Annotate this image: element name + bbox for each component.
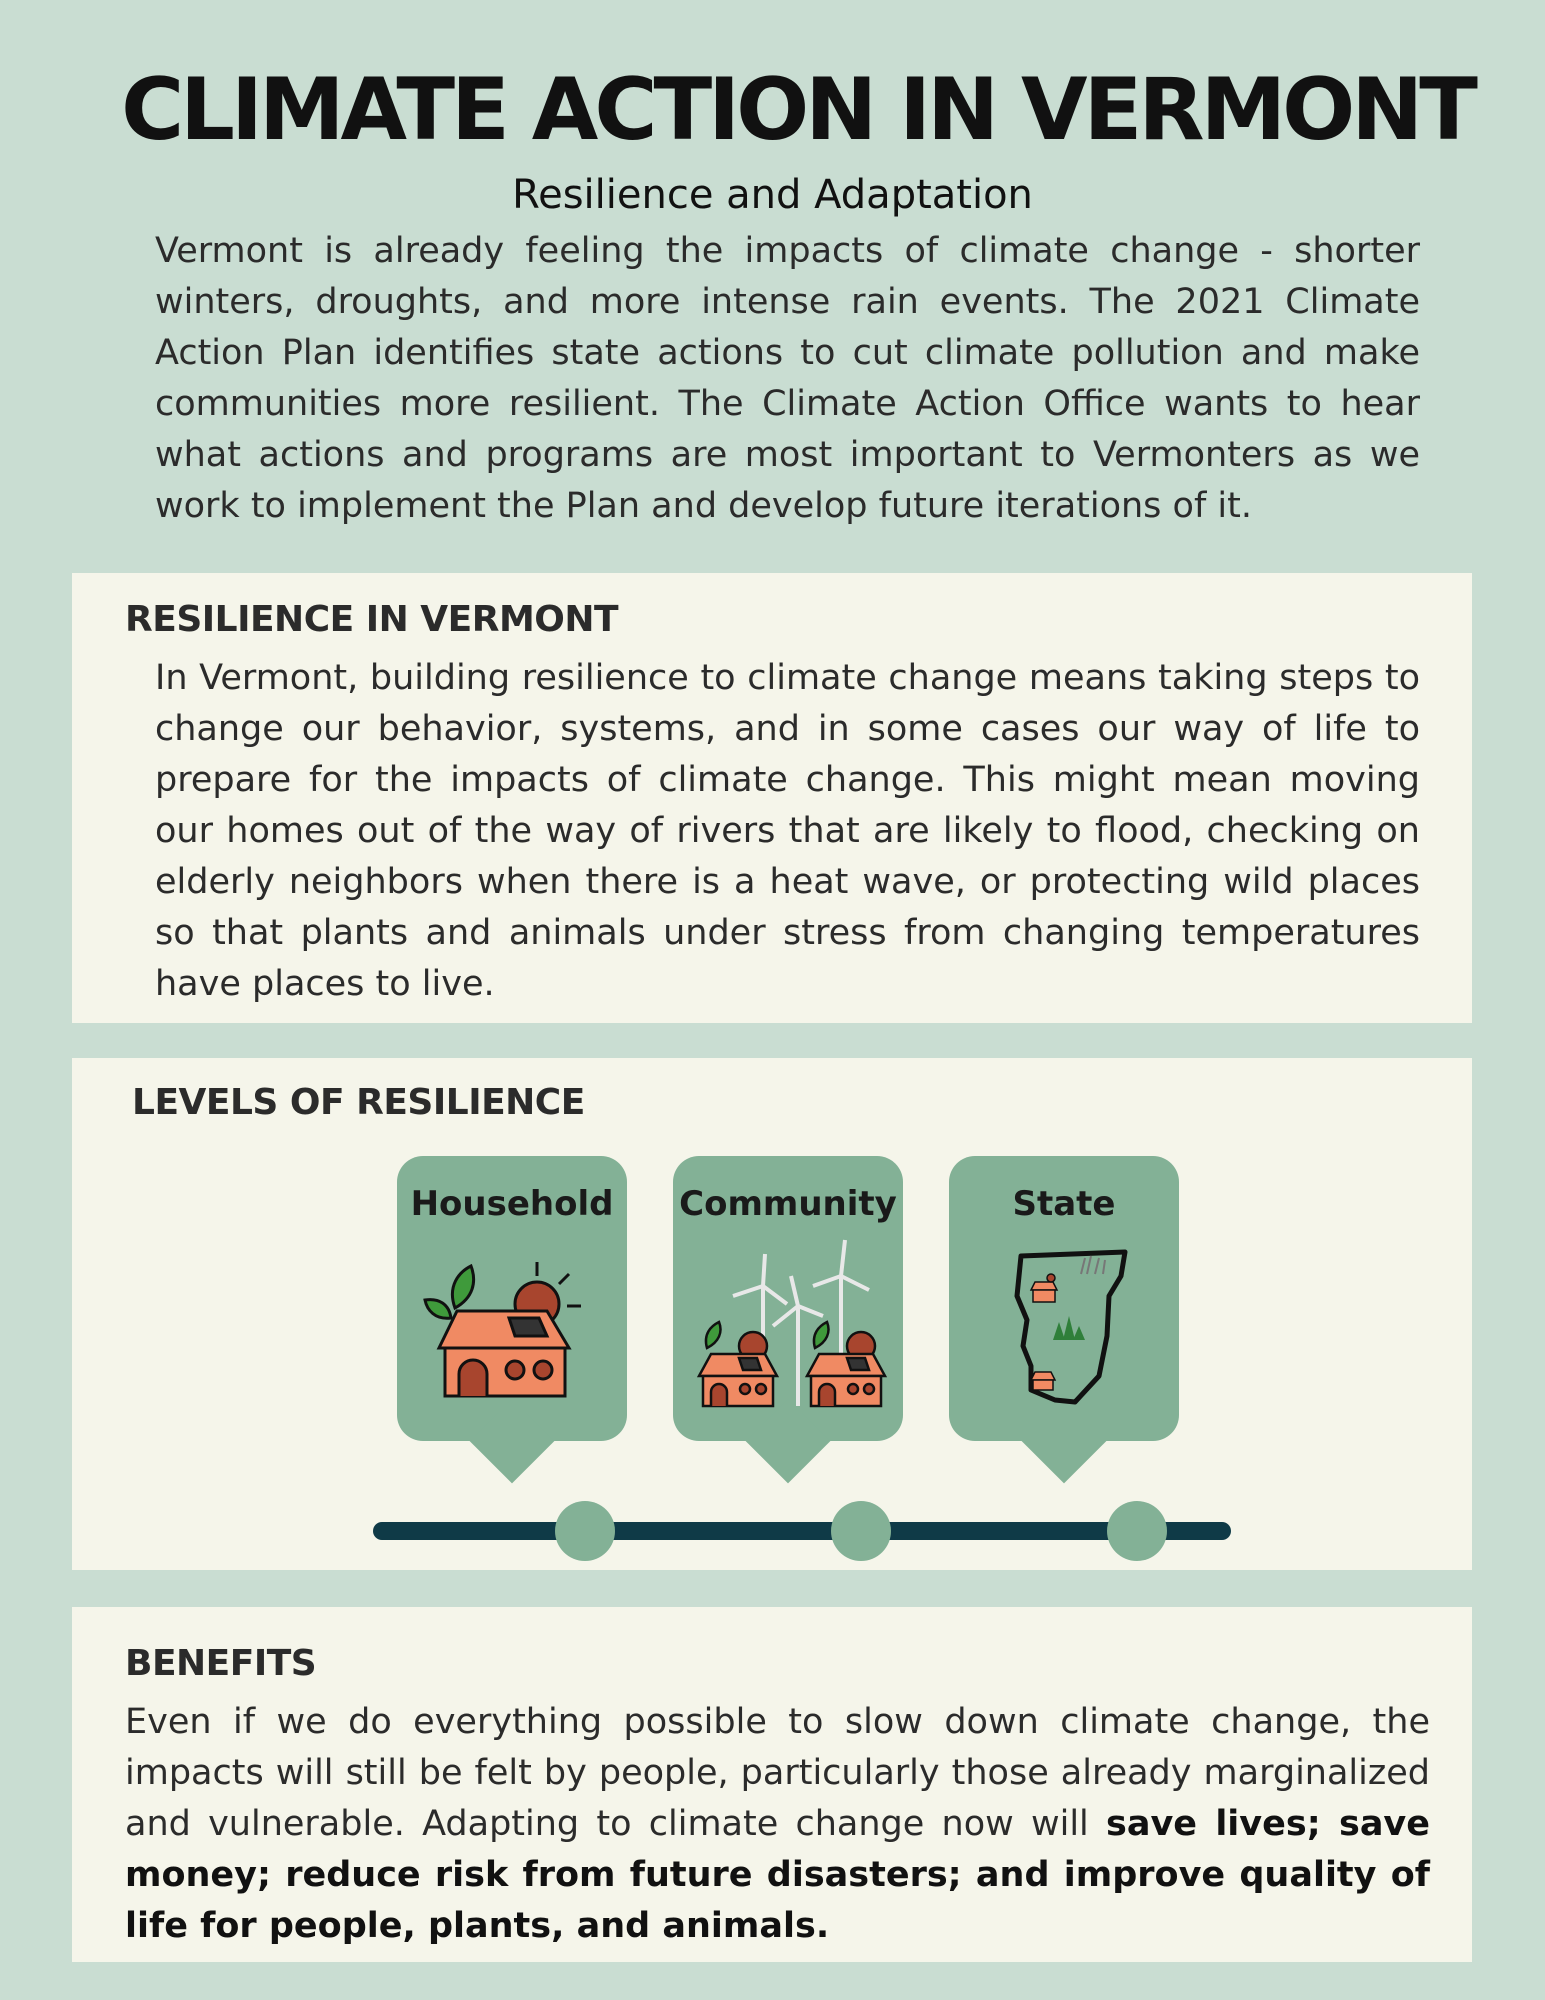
houses-wind-turbines-icon — [673, 1236, 903, 1426]
resilience-heading: RESILIENCE IN VERMONT — [125, 599, 619, 640]
benefits-body — [125, 1697, 1430, 1952]
levels-panel — [72, 1058, 1472, 1570]
vermont-map-icon — [949, 1236, 1179, 1426]
household-card — [397, 1156, 627, 1441]
timeline-node-state — [1107, 1501, 1167, 1561]
timeline-node-community — [831, 1501, 891, 1561]
state-label: State — [1012, 1184, 1116, 1224]
intro-paragraph: Vermont is already feeling the impacts of climate change - shorter winters, droughts, and more intense rain events. The 2021 Climate Action Plan identifies state actions to cut climate pollution and make communities more resilient. The Climate Action Office wants to hear what actions and programs are most important to Vermonters as we work to implement the Plan and develop future iterations of it. — [155, 231, 1420, 526]
resilience-timeline — [372, 1501, 1232, 1561]
resilience-panel — [72, 573, 1472, 1023]
benefits-paragraph — [125, 1697, 1430, 1952]
benefits-heading: BENEFITS — [125, 1643, 317, 1684]
state-card — [949, 1156, 1179, 1441]
levels-heading: LEVELS OF RESILIENCE — [132, 1082, 585, 1123]
resilience-paragraph: In Vermont, building resilience to climate change means taking steps to change our behavior, systems, and in some cases our way of life to prepare for the impacts of climate change. This might mean moving our homes out of the way of rivers that are likely to flood, checking on elderly neighbors when there is a heat wave, or protecting wild places so that plants and animals under stress from changing temperatures have places to live. — [155, 658, 1420, 1004]
page-title: CLIMATE ACTION IN VERMONT — [121, 60, 1474, 160]
benefits-panel — [72, 1607, 1472, 1962]
benefits-text: Even if we do everything possible to slow down climate change, the impacts will still be felt by people, particularly those already marginalized and vulnerable. Adapting to climate change now will — [125, 1702, 1430, 1844]
community-card — [673, 1156, 903, 1441]
household-label: Household — [410, 1184, 614, 1224]
benefits-emphasis: save lives; save money; reduce risk from future disasters; and improve quality of life for people, plants, and animals. — [125, 1804, 1430, 1946]
timeline-node-household — [555, 1501, 615, 1561]
page-subtitle: Resilience and Adaptation — [512, 172, 1033, 218]
house-solar-icon — [397, 1236, 627, 1426]
resilience-body — [155, 653, 1420, 1010]
community-label: Community — [679, 1184, 897, 1224]
